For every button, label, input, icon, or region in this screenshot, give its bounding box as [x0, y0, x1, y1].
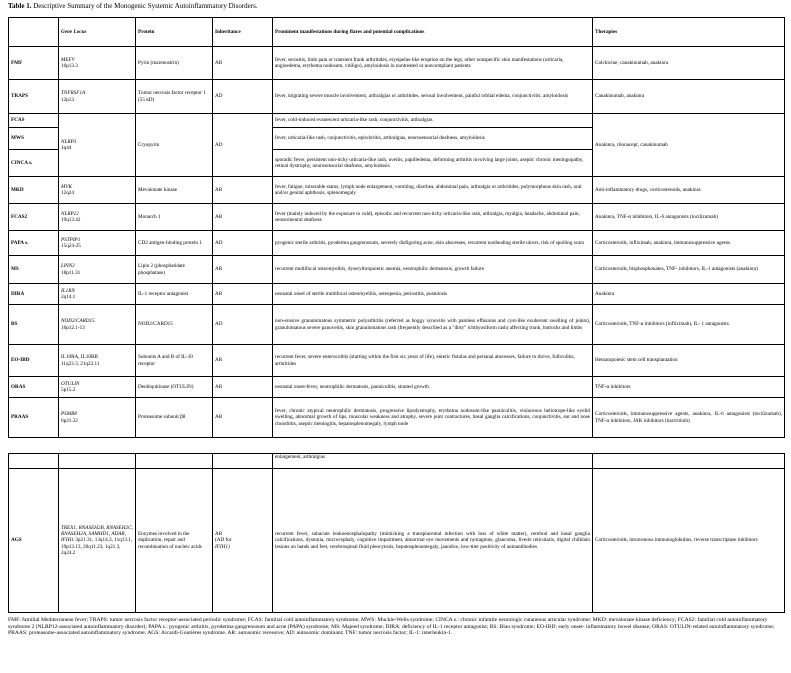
- therapies-cell: Hematopoietic stem cell transplantation: [593, 345, 785, 377]
- disease-cell: DIRA: [9, 284, 59, 305]
- table-row: [9, 114, 785, 177]
- disease-cell: MS: [9, 256, 59, 284]
- manifestations-fcas: fever, cold-induced evanescent urticaria-like rash, conjunctivitis, arthralgias: [275, 117, 433, 123]
- protein-cell: NOD2/CARD15: [136, 305, 213, 345]
- therapies-cell: Canakinumab, anakinra: [593, 80, 785, 114]
- manifestations-cinca: sporadic fever, persistent non-itchy urticaria-like rash, uveitis, papilledema, deforming arthritis involving large joints, aseptic chronic meningopathy, retinal dystrophy, neurosensorial deafness, amyloidosis: [273, 149, 592, 176]
- manifestations-cell: non-erosive granulomatous symmetric polyarthritis (referred as boggy synovitis with painless effusions and cyst-like exuberant swelling of joints), granulomatous severe panuveitis, skin granulomatous rash (frequently described as a "dirty" ichthyosiform rash) affecting trunk, buttocks and limbs: [273, 305, 593, 345]
- gene-name: OTULIN: [61, 380, 80, 387]
- therapies-cell: Anakinra, TNF-α inhibitors, IL-6 antagonists (tocilizumab): [593, 204, 785, 231]
- table-row: [9, 204, 785, 231]
- disease-cell: MKD: [9, 177, 59, 204]
- locus: 3p21.31, 13q14.3, 11q13.1, 19p13.13, 20q11.23, 1q21.3, 2q24.2: [61, 537, 133, 556]
- therapies-cell: Anakinra, rilonacept, canakinumab: [593, 114, 785, 177]
- gene-locus-cell: [59, 305, 136, 345]
- therapies-cell: Corticosteroids, immunosuppressive agents, anakinra, IL-6 antagonists (tocilizumab), TNF-α inhibitors, JAK inhibitors (baricitinib): [593, 398, 785, 438]
- table-row: [9, 80, 785, 114]
- inheritance-cell: AR: [213, 177, 273, 204]
- manifestations-cell: fever, fatigue, miserable status, lymph node enlargement, vomiting, diarrhea, abdominal pain, arthralgia or arthritides, polymorphous skin rash, oral and/or genital aphthosis, splenomegaly: [273, 177, 593, 204]
- continuation-row: [9, 454, 785, 469]
- gene-name: LPIN2: [61, 263, 75, 270]
- header-protein: Protein: [136, 18, 213, 47]
- gene-locus-cell: [59, 398, 136, 438]
- header-gene-locus: Gene Locus: [59, 18, 136, 47]
- gene-name: NOD2/CARD15: [61, 318, 95, 325]
- protein-cell: CD2 antigen-binding protein 1: [136, 231, 213, 256]
- therapies-cell: Corticosteroids, intravenous immunoglobulins, reverse transcriptase inhibitors: [593, 469, 785, 613]
- locus: 18p11.31: [61, 269, 81, 276]
- manifestations-cell: neonatal onset-fever, neutrophilic dermatosis, panniculitis, stunted growth: [273, 377, 593, 398]
- disease-cinca: CINCA s.: [9, 149, 58, 176]
- disease-cell: TRAPS: [9, 80, 59, 114]
- inheritance-cell: AR: [213, 398, 273, 438]
- locus: 12p13: [61, 96, 74, 103]
- gene-name: MEFV: [61, 56, 75, 63]
- inheritance-cell: AD: [213, 114, 273, 177]
- locus: 5p15.2: [61, 387, 76, 393]
- protein-cell: Monarch 1: [136, 204, 213, 231]
- gene-locus-cell: [59, 256, 136, 284]
- manifestations-cell: neonatal onset of sterile multifocal osteomyelitis, osteopenia, periostitis, pustulosis: [273, 284, 593, 305]
- table-row: [9, 177, 785, 204]
- protein-cell: Mevalonate kinase: [136, 177, 213, 204]
- inheritance-main: AR: [215, 531, 223, 538]
- table-footnote: FMF: familial Mediterranean fever; TRAPS: tumor necrosis factor receptor-associated periodic syndrome; FCAS: familial cold autoinflammatory syndrome; MWS: Muckle-Wells syndrome; CINCA s.: chronic infantile neurologic cutaneous articular syndrome; MKD: mevalonate kinase deficiency; FCAS2: familial cold autoinflammatory syndrome 2 (NLRP12-associated autoinflammatory disorder); PAPA s.: pyogenic arthritis, pyoderma gangrenosum and acne (PAPA) syndrome; MS: Majeed syndrome; DIRA: deficiency of IL-1 receptor antagonist; BS: Blau syndrome; EO-IBD: early onset- inflammatory bowel disease; ORAS: OTULIN-related autoinflammatory syndrome; PRAAS: proteasome-associated autoinflammatory syndrome; AGS: Aicardi-Goutières syndrome. AR: autosomic recessive; AD: autosomic dominant; TNF: tumor necrosis factor; IL-1: interleukin-1.: [8, 617, 775, 636]
- therapies-cell: Corticosteroids, infliximab, anakinra, immunosuppressive agents: [593, 231, 785, 256]
- table-row: [9, 377, 785, 398]
- table-row: [9, 398, 785, 438]
- table-row: [9, 256, 785, 284]
- inheritance-cell: AR: [213, 256, 273, 284]
- inheritance-cell: AD: [213, 231, 273, 256]
- manifestations-cell: fever, serositis, limb pain or transient frank arthritides, erysipelas-like eruption on the legs, other nonspecific skin manifestations (urticaria, angioedema, erythema nodosum, vitiligo), amyloidosis in nontreated or noncompliant patients: [273, 47, 593, 80]
- table-row: [9, 47, 785, 80]
- table-row-ags: [9, 469, 785, 613]
- header-therapies: Therapies: [593, 18, 785, 47]
- therapies-cell: Corticosteroids, bisphosphonates, TNF- inhibitors, IL-1 antagonists (anakinra): [593, 256, 785, 284]
- gene-name: PSTPIP1: [61, 236, 81, 243]
- locus: 2q14.1: [61, 294, 76, 300]
- gene-name: TREX1, RNASEH2B, RNASEH2C, RNASEH2A, SAMHD1, ADAR, IFIH1: [61, 524, 133, 544]
- manifestations-cell: pyogenic sterile arthritis, pyoderma gangrenosum, severely disfiguring acne, skin abscesses, recurrent nonhealing sterile ulcers, risk of spoiling scars: [273, 231, 593, 256]
- manifestations-mws: fever, urticaria-like rash, conjunctivitis, episcleritis, arthralgias, neurosensorial deafness, amyloidosis: [273, 127, 592, 149]
- gene-locus-cell: [59, 284, 136, 305]
- manifestations-cell: fever, migrating severe muscle involvement, arthralgias or arthritides, serosal involvement, painful orbital edema, conjunctivitis, amyloidosis: [273, 80, 593, 114]
- inheritance-note: (AD for: [215, 537, 232, 544]
- inheritance-cell: AD: [213, 305, 273, 345]
- protein-cell: Enzymes involved in the duplication, repair and recombination of nucleic acids: [136, 469, 213, 613]
- inheritance-gene: IFIH1): [215, 543, 230, 550]
- manifestations-cell: fever (mainly induced by the exposure to cold), episodic and recurrent non-itchy urticaria-like rash, arthralgia, myalgia, headache, abdominal pain, sensorineural deafness: [273, 204, 593, 231]
- locus: 15q24-25: [61, 243, 81, 249]
- inheritance-cell: AR: [213, 204, 273, 231]
- disorders-table-continued: [8, 453, 785, 613]
- disorders-table: [8, 17, 785, 438]
- protein-cell: Lipin 2 (phosphatidate phosphatase): [136, 256, 213, 284]
- locus: 6p21.32: [61, 417, 78, 424]
- disease-cell: FMF: [9, 47, 59, 80]
- gene-locus-cell: [59, 377, 136, 398]
- manifestations-cell: recurrent multifocal osteomyelitis, dyserythropoietic anemia, neutrophilic dermatosis, growth failure: [273, 256, 593, 284]
- therapies-cell: TNF-α inhibitors: [593, 377, 785, 398]
- locus: 16p13.3: [61, 63, 78, 69]
- manifestations-cell: [273, 114, 593, 177]
- disease-cell: BS: [9, 305, 59, 345]
- table-header-row: [9, 18, 785, 47]
- praas-continued-cell: enlargement, arthralgias: [273, 454, 593, 469]
- inheritance-cell: AR: [213, 377, 273, 398]
- gene-name: NLRP12: [61, 210, 79, 217]
- disease-mws: MWS: [9, 127, 58, 149]
- table-row: [9, 231, 785, 256]
- gene-name: MVK: [61, 183, 72, 190]
- therapies-cell: Anakinra: [593, 284, 785, 305]
- gene-name: TNFRSF1A: [61, 90, 86, 97]
- inheritance-cell: AR: [213, 284, 273, 305]
- therapies-cell: Anti-inflammatory drugs, corticosteroids, anakinra: [593, 177, 785, 204]
- table-row: [9, 305, 785, 345]
- gene-locus-cell: [59, 114, 136, 177]
- gene-name: IL10RA, IL10RB: [61, 354, 98, 361]
- gene-name: NLRP3: [61, 138, 77, 145]
- protein-cell: Deubiquitinase (OTULIN): [136, 377, 213, 398]
- table-row: [9, 345, 785, 377]
- disease-cell: ORAS: [9, 377, 59, 398]
- protein-cell: IL-1 receptor antagonist: [136, 284, 213, 305]
- locus: 11q23.3, 21q22.11: [61, 360, 100, 367]
- locus: 19q13.42: [61, 217, 81, 223]
- header-manifestations: Prominent manifestations during flares and potential complications: [273, 18, 593, 47]
- gene-locus-cell: [59, 469, 136, 613]
- disease-cell: PRAAS: [9, 398, 59, 438]
- locus: 1q44: [61, 145, 72, 151]
- gene-name: PSMB8: [61, 411, 77, 418]
- disease-cell: EO-IBD: [9, 345, 59, 377]
- therapies-cell: Colchicine, canakinumab, anakinra: [593, 47, 785, 80]
- gene-locus-cell: [59, 80, 136, 114]
- inheritance-cell: [213, 469, 273, 613]
- protein-cell: Tumor necrosis factor receptor 1 (55 kD): [136, 80, 213, 114]
- gene-name: IL1RN: [61, 287, 75, 294]
- locus: 12q24: [61, 190, 74, 196]
- disease-cell: FCAS2: [9, 204, 59, 231]
- gene-locus-cell: [59, 177, 136, 204]
- gene-locus-cell: [59, 47, 136, 80]
- caption-text: Descriptive Summary of the Monogenic Systemic Autoinflammatory Disorders.: [33, 2, 258, 10]
- table-row: [9, 284, 785, 305]
- inheritance-cell: AD: [213, 80, 273, 114]
- protein-cell: Subunits A and B of IL-10 receptor: [136, 345, 213, 377]
- protein-cell: Proteasome subunit β8: [136, 398, 213, 438]
- manifestations-cell: fever, chronic atypical neutrophilic dermatosis, progressive lipodystrophy, erythema nodosum-like panniculitis, violaceous heliotrope-like eyelid swelling, abnormal growth of lips, muscular weakness and atrophy, severe joint contractures, basal ganglia calcifications, conjunctivitis, ear and nose chondritis, aseptic meningitis, hepatosplenomegaly, lymph node: [273, 398, 593, 438]
- therapies-cell: Corticosteroids, TNF-α inhibitors (infliximab), IL- 1 antagonists: [593, 305, 785, 345]
- caption-label: Table 1.: [8, 2, 32, 10]
- gene-locus-cell: [59, 345, 136, 377]
- disease-cell: AGS: [9, 469, 59, 613]
- header-inheritance: Inheritance: [213, 18, 273, 47]
- gene-locus-cell: [59, 231, 136, 256]
- manifestations-cell: recurrent fever, subacute leukoencephalopathy (mimicking a transplacental infection with loss of white matter), cerebral and basal ganglia calcifications, dystonia, microcephaly, cognitive impairment, abnormal eye movements and nystagmus, glaucoma, livedo reticularis, digital chilblain lesions on hands and feet, cerebrospinal fluid pleocytosis, hepatosplenomegaly, jaundice, low-titer positivity of autoantibodies: [273, 469, 593, 613]
- header-disease: [9, 18, 59, 47]
- protein-cell: Cryopyrin: [136, 114, 213, 177]
- disease-fcas: FCAS: [11, 117, 25, 123]
- table-caption: [8, 2, 258, 10]
- locus: 16p12.1-13: [61, 324, 85, 331]
- inheritance-cell: AR: [213, 47, 273, 80]
- protein-cell: Pyrin (marenostrin): [136, 47, 213, 80]
- gene-locus-cell: [59, 204, 136, 231]
- manifestations-cell: recurrent fever, severe enterocolitis (starting within the first six years of life), enteric fistulas and perianal abscesses, failure to thrive, folliculitis, arthritides: [273, 345, 593, 377]
- disease-cell: PAPA s.: [9, 231, 59, 256]
- inheritance-cell: AR: [213, 345, 273, 377]
- disease-cell: [9, 114, 59, 177]
